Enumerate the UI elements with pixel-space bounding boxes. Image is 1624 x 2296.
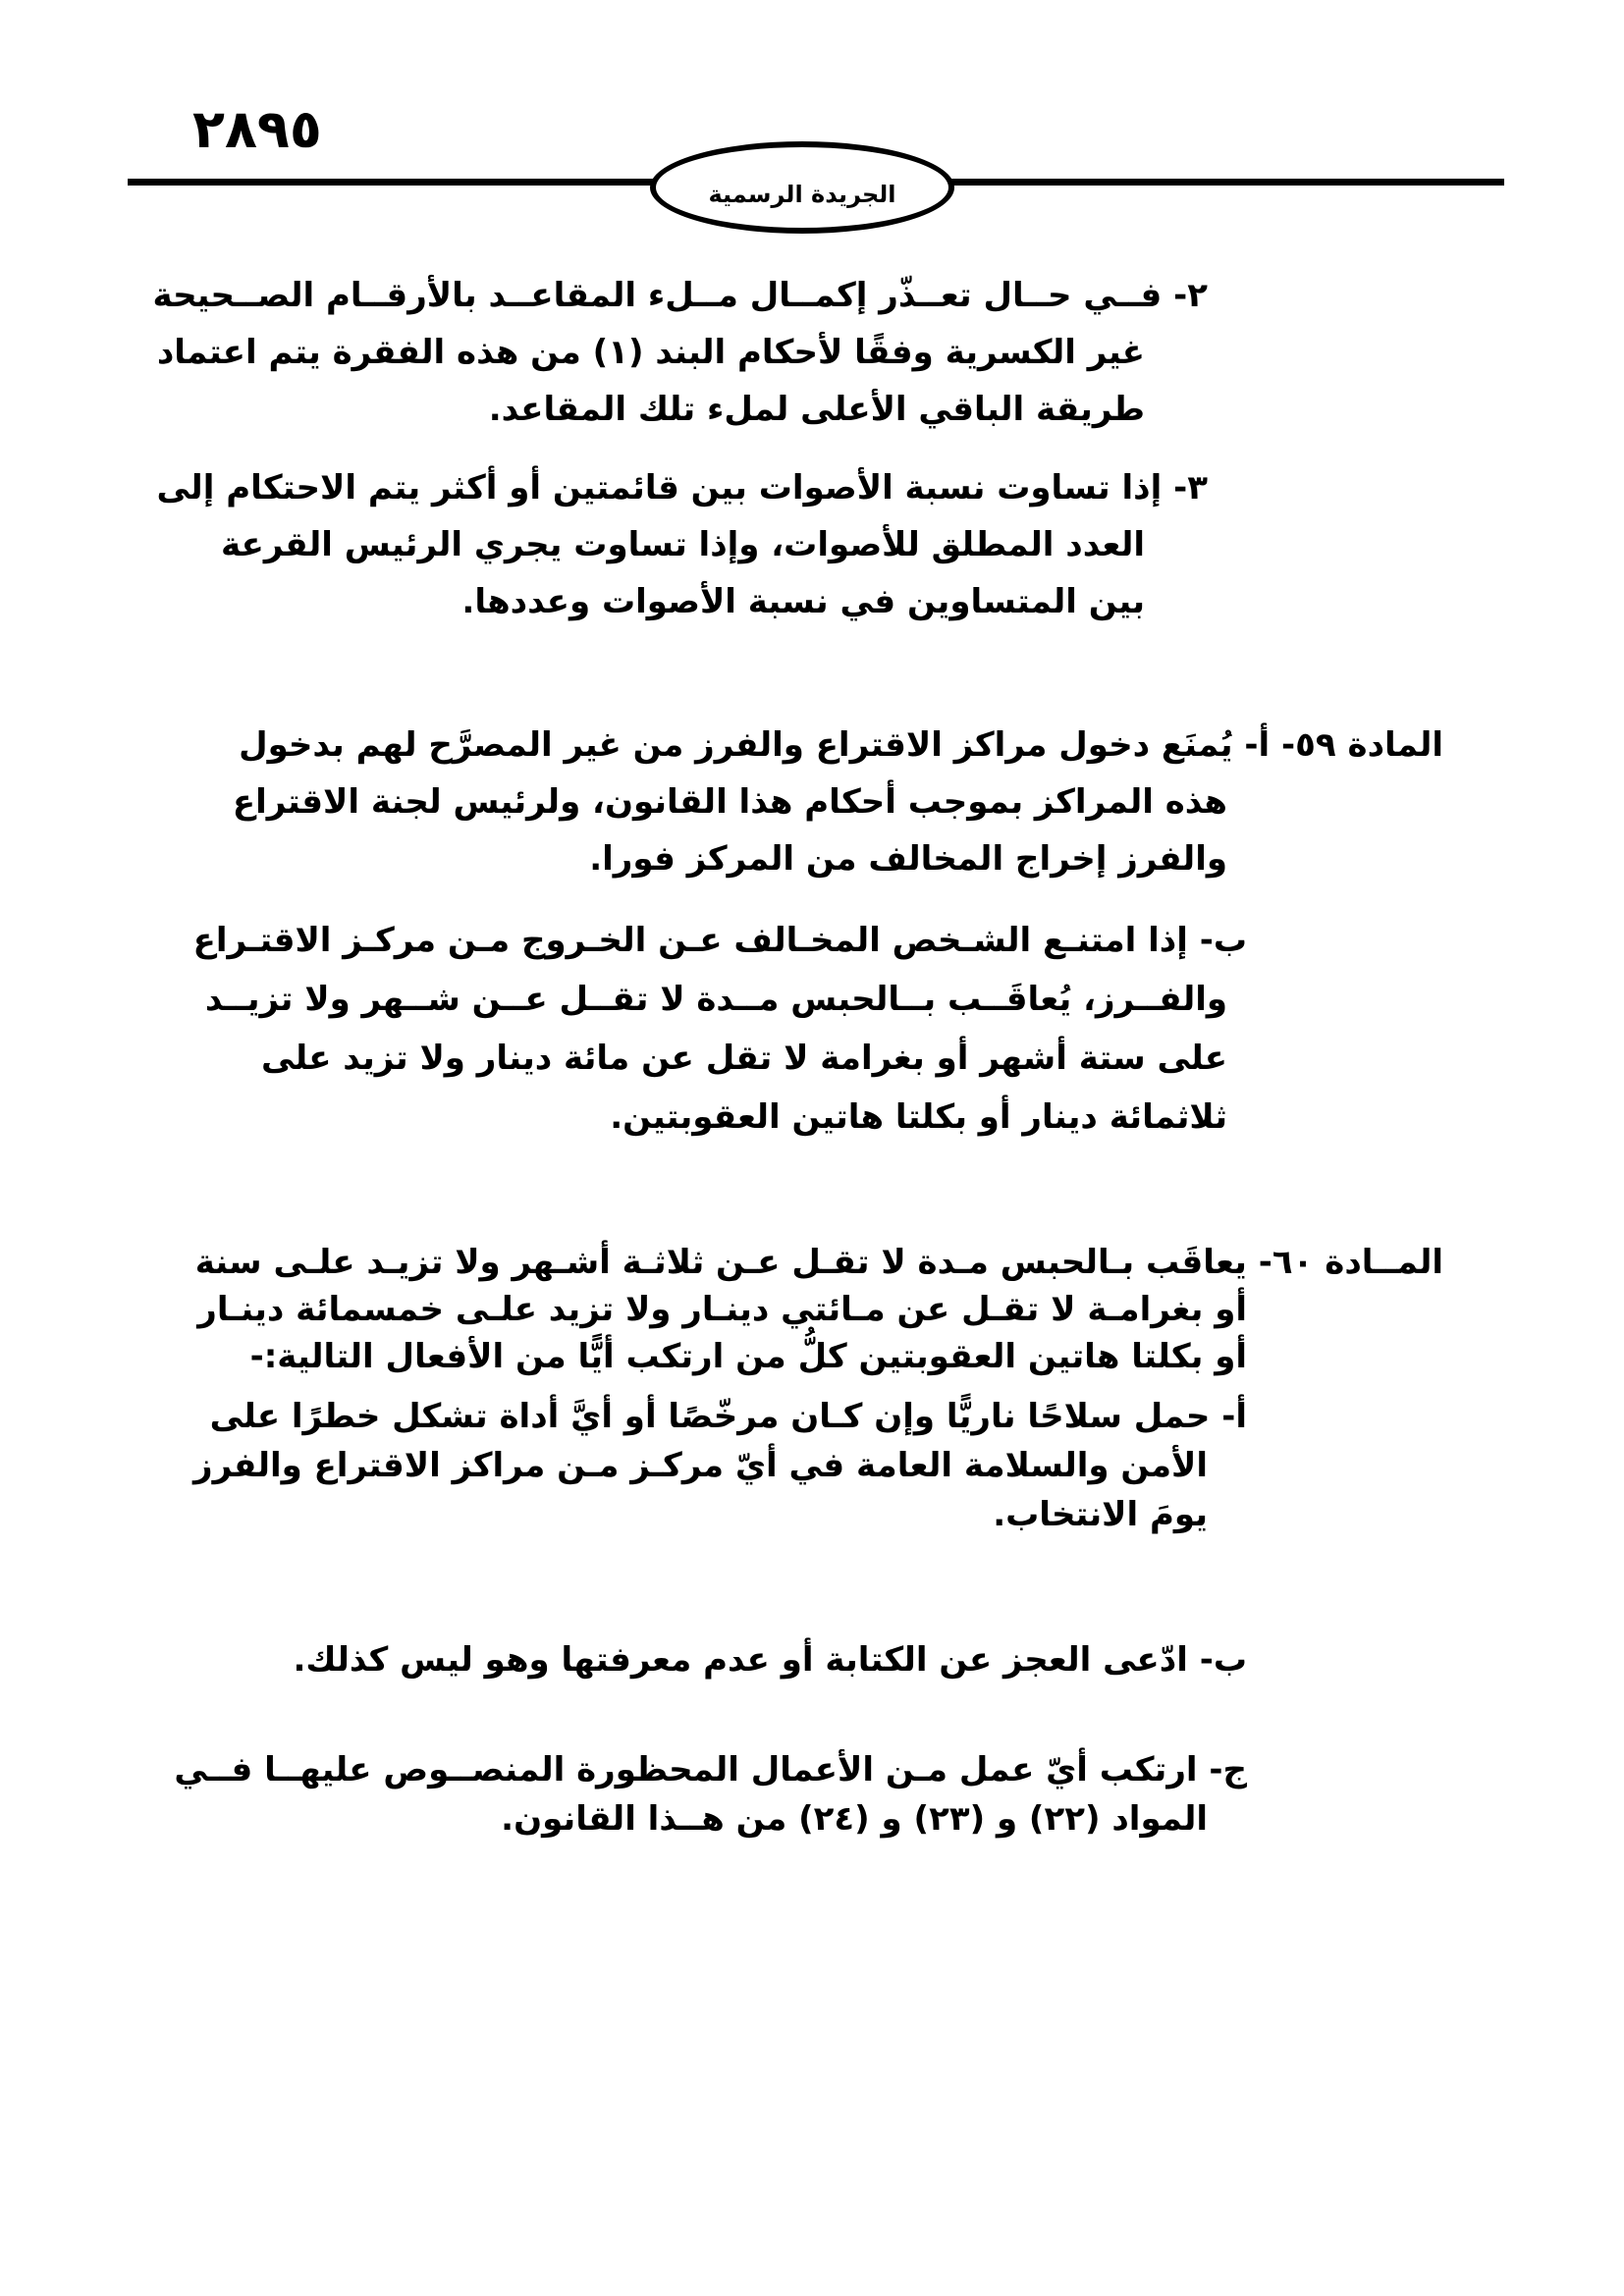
text-line: والفــرز، يُعاقَــب بــالحبس مــدة لا تقــل عــن شــهر ولا تزيــد	[204, 980, 1227, 1019]
article-60-intro	[177, 1239, 1443, 1380]
text-line: المادة ٥٩- أ- يُمنَع دخول مراكز الاقتراع والفرز من غير المصرَّح لهم بدخول	[239, 725, 1443, 765]
text-line: ٢- فــي حــال تعــذّر إكمــال مــلء المقاعــد بالأرقــام الصــحيحة	[152, 276, 1208, 315]
text-line: ب- إذا امتنـع الشـخص المخـالف عـن الخـروج مـن مركـز الاقتـراع	[192, 921, 1247, 960]
item-3	[156, 459, 1208, 630]
text-line: على ستة أشهر أو بغرامة لا تقل عن مائة دينار ولا تزيد على	[260, 1039, 1227, 1078]
text-line: أو بكلتا هاتين العقوبتين كلُّ من ارتكب أيًّا من الأفعال التالية:-	[249, 1337, 1247, 1376]
article-60-b	[177, 1635, 1247, 1684]
text-line: يومَ الانتخاب.	[993, 1495, 1208, 1534]
text-line: المواد (٢٢) و (٢٣) و (٢٤) من هــذا القانون.	[501, 1799, 1208, 1839]
text-line: ج- ارتكب أيّ عمل مـن الأعمال المحظورة المنصــوص عليهــا فــي	[174, 1750, 1247, 1789]
page-number: ٢٨٩٥	[192, 98, 322, 160]
text-line: الأمن والسلامة العامة في أيّ مركـز مـن مراكز الاقتراع والفرز	[193, 1446, 1208, 1485]
text-line: أو بغرامـة لا تقـل عن مـائتي دينـار ولا تزيد علـى خمسمائة دينـار	[197, 1290, 1247, 1329]
article-60-a	[177, 1392, 1247, 1539]
article-60-c	[174, 1745, 1247, 1843]
text-line: بين المتساوين في نسبة الأصوات وعددها.	[461, 582, 1145, 621]
gazette-title: الجريدة الرسمية	[708, 181, 896, 208]
text-line: والفرز إخراج المخالف من المركز فورا.	[589, 839, 1227, 879]
text-line: المــادة ٦٠- يعاقَب بـالحبس مـدة لا تقـل عـن ثلاثـة أشـهر ولا تزيـد علـى سنة	[194, 1243, 1443, 1282]
text-line: ثلاثمائة دينار أو بكلتا هاتين العقوبتين.	[610, 1097, 1227, 1137]
text-line: ٣- إذا تساوت نسبة الأصوات بين قائمتين أو أكثر يتم الاحتكام إلى	[156, 468, 1208, 507]
article-59-b	[177, 911, 1247, 1147]
text-line: العدد المطلق للأصوات، وإذا تساوت يجري الرئيس القرعة	[221, 525, 1145, 564]
header-oval	[650, 141, 954, 234]
text-line: ب- ادّعى العجز عن الكتابة أو عدم معرفتها وهو ليس كذلك.	[293, 1640, 1247, 1680]
item-2	[152, 267, 1208, 438]
text-line: هذه المراكز بموجب أحكام هذا القانون، ولرئيس لجنة الاقتراع	[232, 782, 1227, 822]
text-line: أ- حمل سلاحًا ناريًّا وإن كـان مرخّصًا أو أيَّ أداة تشكل خطرًا على	[209, 1397, 1247, 1436]
text-line: طريقة الباقي الأعلى لملء تلك المقاعد.	[488, 390, 1145, 429]
article-59-a	[177, 717, 1443, 887]
text-line: غير الكسرية وفقًا لأحكام البند (١) من هذه الفقرة يتم اعتماد	[156, 333, 1145, 372]
